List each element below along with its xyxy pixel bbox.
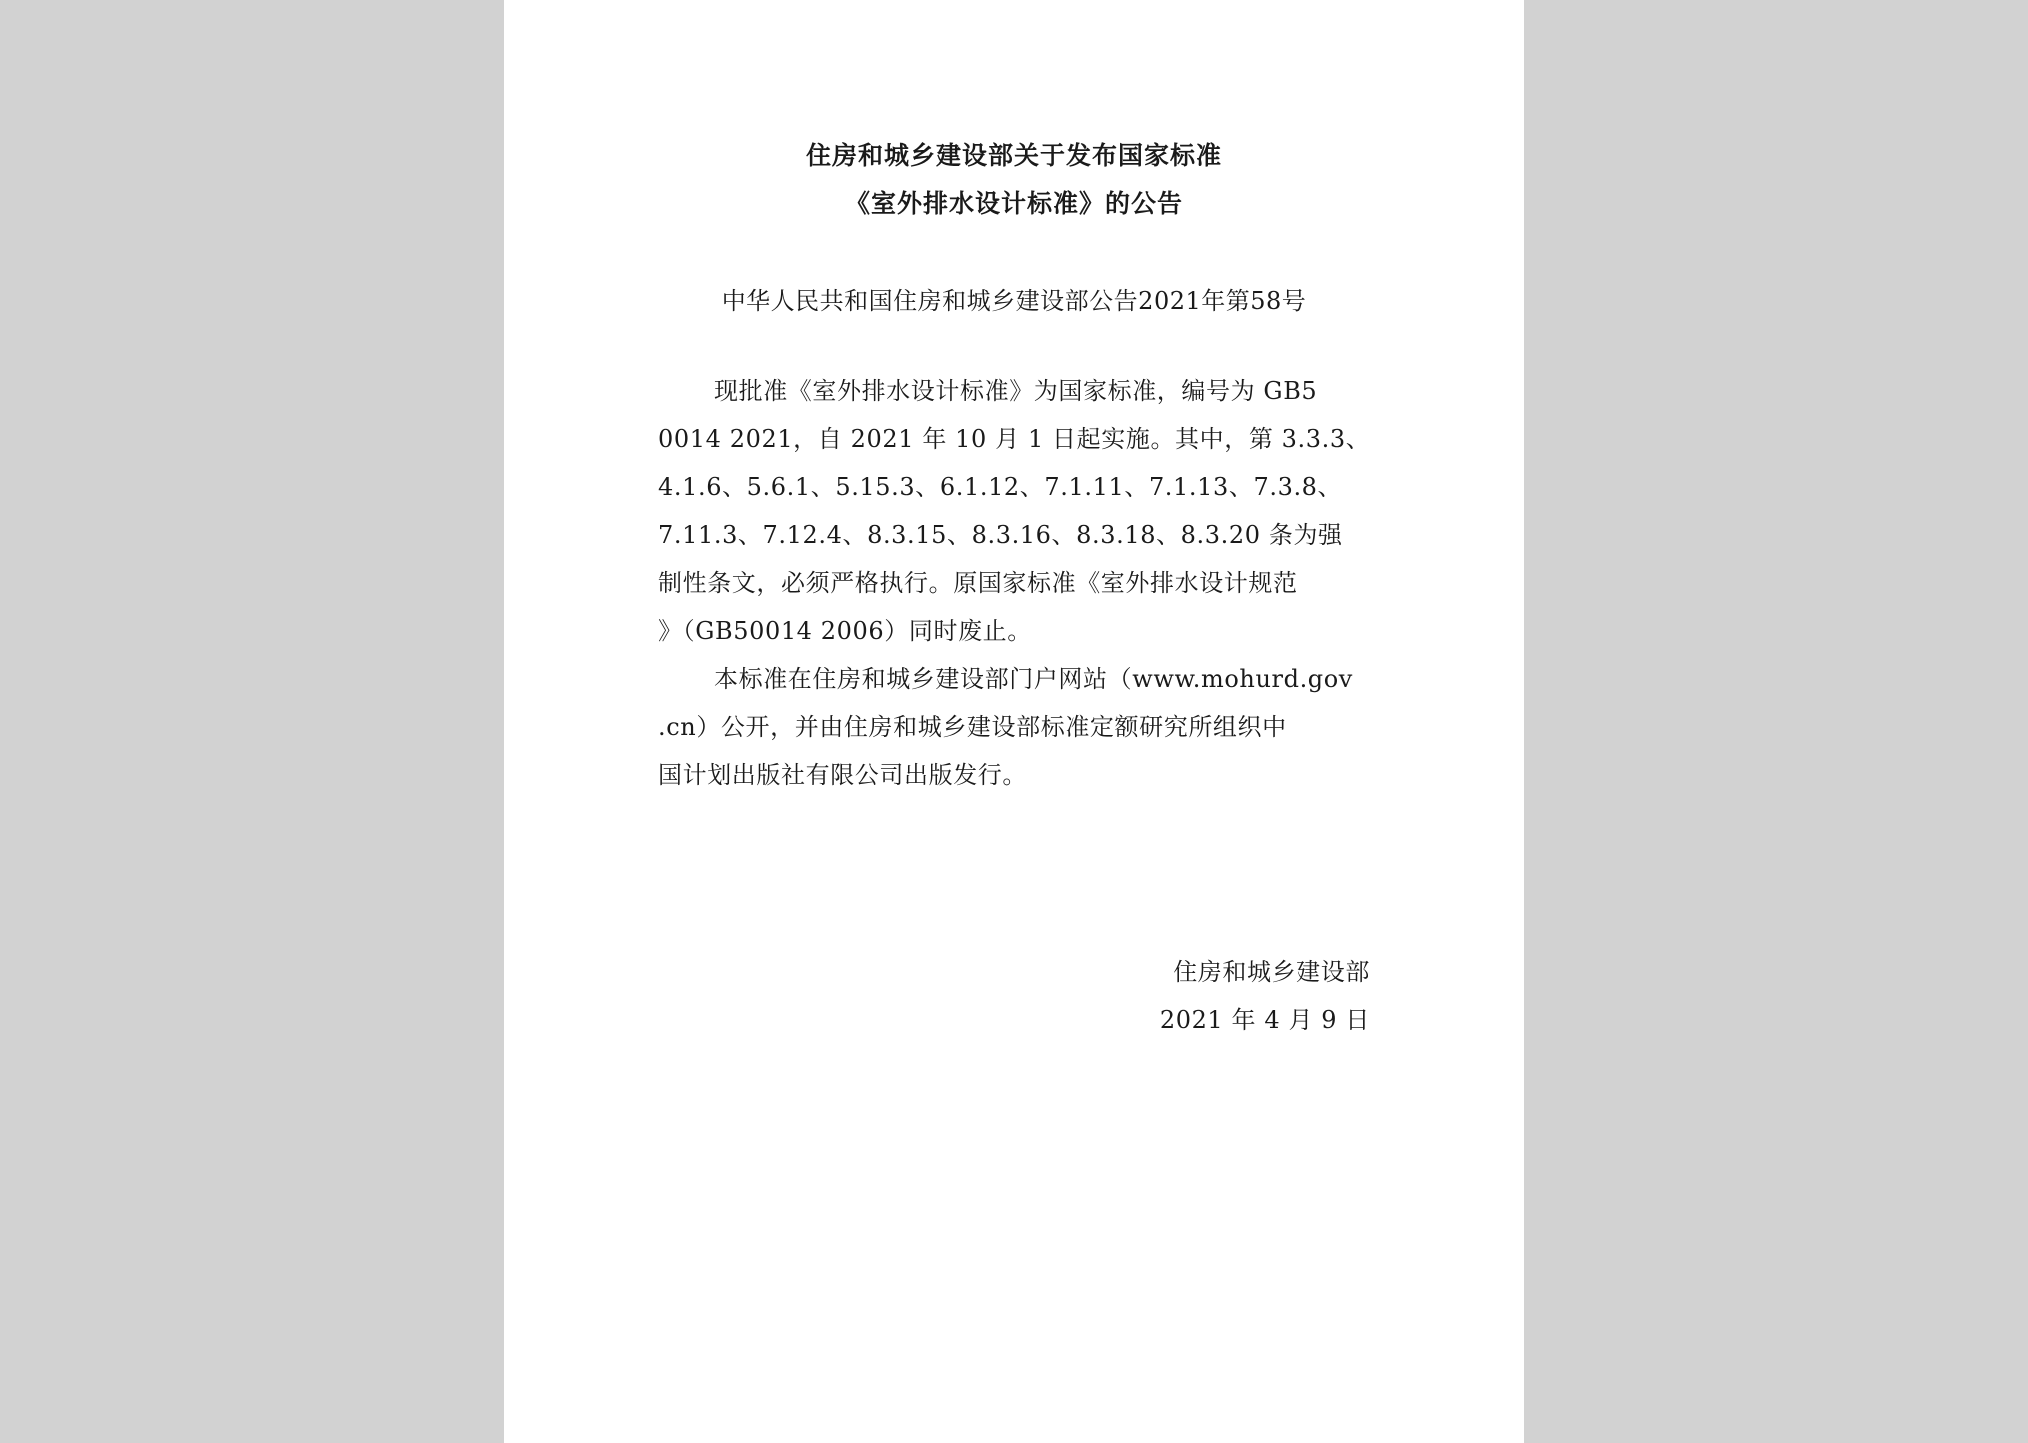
body-line: 》（GB50014 2006）同时废止。 xyxy=(658,617,1032,645)
body-line: 4.1.6、5.6.1、5.15.3、6.1.12、7.1.11、7.1.13、7.3.8、 xyxy=(658,473,1343,501)
announcement-number: 中华人民共和国住房和城乡建设部公告2021年第58号 xyxy=(721,287,1307,315)
document-page xyxy=(504,0,1524,1443)
body-line: 7.11.3、7.12.4、8.3.15、8.3.16、8.3.18、8.3.20 条为强 xyxy=(658,521,1343,549)
body-line: 国计划出版社有限公司出版发行。 xyxy=(658,761,1027,789)
signature-organization: 住房和城乡建设部 xyxy=(1173,958,1370,986)
body-line: .cn）公开，并由住房和城乡建设部标准定额研究所组织中 xyxy=(658,713,1287,741)
title-line-1: 住房和城乡建设部关于发布国家标准 xyxy=(805,141,1222,170)
signature-date: 2021 年 4 月 9 日 xyxy=(1159,1006,1370,1034)
body-line: 0014 2021，自 2021 年 10 月 1 日起实施。其中，第 3.3.3、 xyxy=(658,425,1371,453)
body-line: 本标准在住房和城乡建设部门户网站（www.mohurd.gov xyxy=(714,665,1353,693)
body-line: 制性条文，必须严格执行。原国家标准《室外排水设计规范 xyxy=(658,569,1298,597)
title-line-2: 《室外排水设计标准》的公告 xyxy=(844,189,1183,218)
body-line: 现批准《室外排水设计标准》为国家标准，编号为 GB5 xyxy=(714,377,1318,405)
